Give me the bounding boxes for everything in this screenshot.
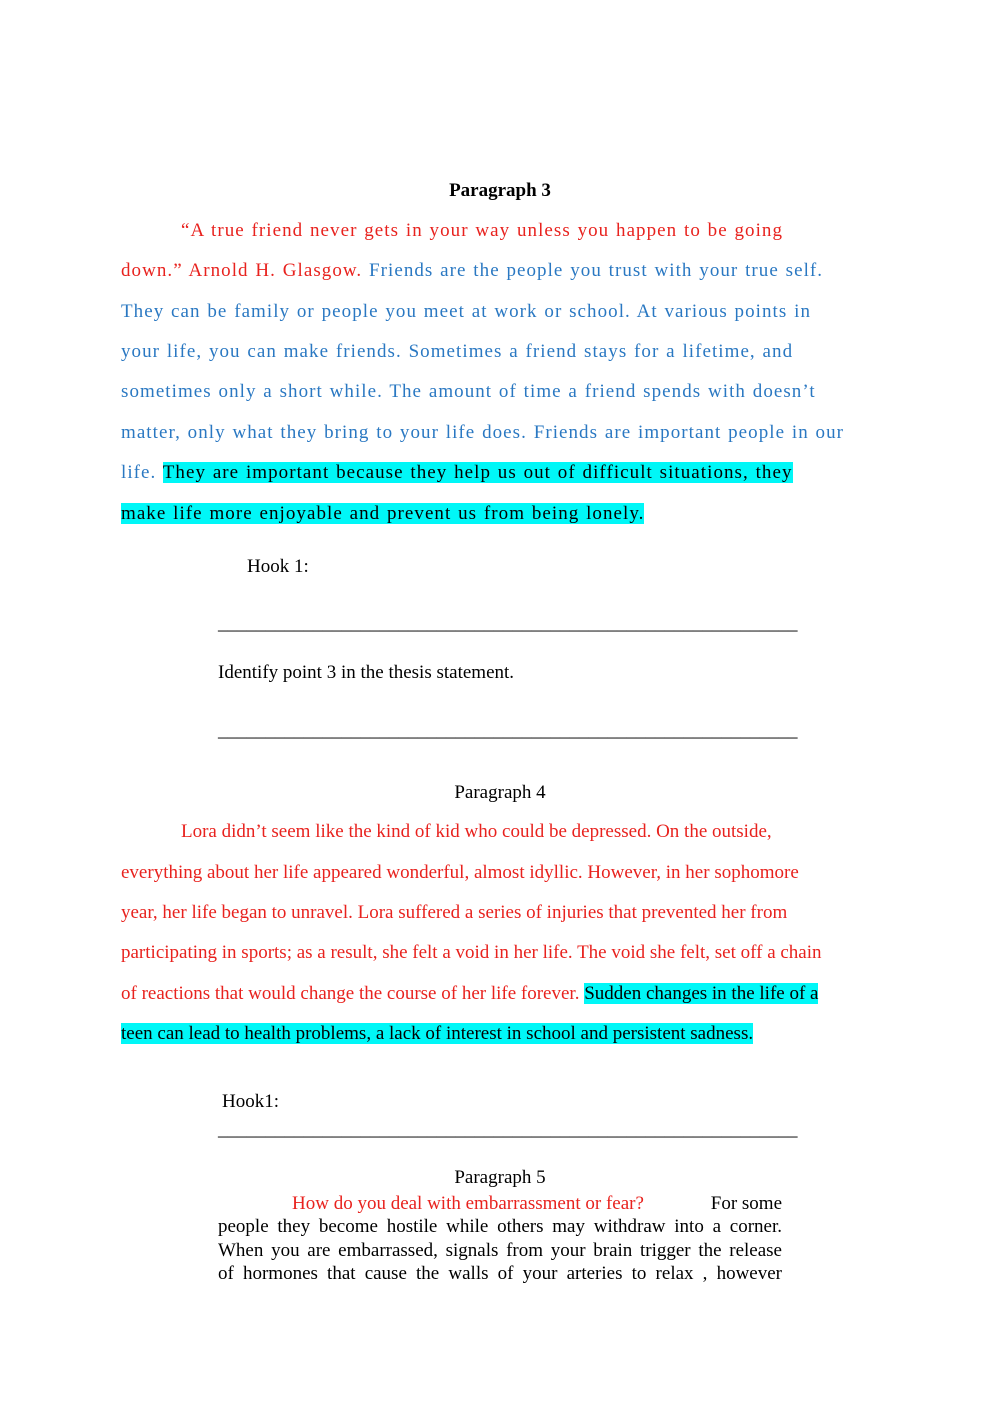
p5-question-text: How do you deal with embarrassment or fear? <box>292 1193 644 1214</box>
p4-thesis-highlight: teen can lead to health problems, a lack of interest in school and persistent sadness. <box>121 1023 754 1044</box>
p3-line-8 <box>121 503 644 525</box>
p4-line-1 <box>181 821 772 843</box>
p3-line-4 <box>121 341 793 363</box>
p4-hook-answer-blank[interactable]: _____________________________________________________________ <box>218 1119 798 1140</box>
p3-text: They can be family or people you meet at work or school. At various points in <box>121 301 811 322</box>
p3-text: Friends are the people you trust with your true self. <box>362 260 824 281</box>
p4-text: everything about her life appeared wonderful, almost idyllic. However, in her sophomore <box>121 862 799 883</box>
p5-text: For some <box>710 1193 782 1214</box>
p4-thesis-highlight: Sudden changes in the life of a <box>584 983 819 1004</box>
p4-hook-label: Hook1: <box>222 1091 279 1112</box>
p3-text: matter, only what they bring to your life does. Friends are important people in our <box>121 422 845 443</box>
p4-line-3 <box>121 902 787 924</box>
p4-line-2 <box>121 862 799 884</box>
p4-line-5 <box>121 983 818 1005</box>
p3-question: Identify point 3 in the thesis statement. <box>218 662 515 683</box>
p3-thesis-highlight: They are important because they help us out of difficult situations, they <box>162 462 793 483</box>
p3-line-5 <box>121 381 816 403</box>
p5-line-1 <box>292 1193 782 1215</box>
p4-text: of reactions that would change the course of her life forever. <box>121 983 585 1004</box>
p3-line-6 <box>121 422 844 444</box>
p5-line-4: of hormones that cause the walls of your arteries to relax , however <box>218 1263 782 1284</box>
p3-thesis-highlight: make life more enjoyable and prevent us from being lonely. <box>121 503 645 524</box>
p4-line-6 <box>121 1023 753 1045</box>
paragraph-3-title: Paragraph 3 <box>449 180 551 201</box>
p4-text: year, her life began to unravel. Lora suffered a series of injuries that prevented her from <box>121 902 788 923</box>
p3-quote-author: down.” Arnold H. Glasgow. <box>121 260 363 281</box>
p5-line-2: people they become hostile while others may withdraw into a corner. <box>218 1216 782 1237</box>
p3-quote-text: “A true friend never gets in your way unless you happen to be going <box>181 220 784 241</box>
p4-text: Lora didn’t seem like the kind of kid who could be depressed. On the outside, <box>181 821 772 842</box>
paragraph-5-title: Paragraph 5 <box>454 1167 546 1188</box>
p3-hook-answer-blank[interactable]: _____________________________________________________________ <box>218 613 798 634</box>
p3-text: your life, you can make friends. Sometimes a friend stays for a lifetime, and <box>121 341 794 362</box>
p3-line-7 <box>121 462 793 484</box>
p4-text: participating in sports; as a result, she felt a void in her life. The void she felt, set off a chain <box>121 942 822 963</box>
p3-question-answer-blank[interactable]: _____________________________________________________________ <box>218 720 798 741</box>
paragraph-4-title: Paragraph 4 <box>454 782 546 803</box>
p3-text: life. <box>121 462 163 483</box>
p3-line-2 <box>121 260 823 282</box>
p5-line-3: When you are embarrassed, signals from your brain trigger the release <box>218 1240 782 1261</box>
p3-line-3 <box>121 301 811 323</box>
p3-hook-label: Hook 1: <box>247 556 309 577</box>
p3-line-1 <box>181 220 783 242</box>
p3-text: sometimes only a short while. The amount of time a friend spends with doesn’t <box>121 381 816 402</box>
p4-line-4 <box>121 942 822 964</box>
